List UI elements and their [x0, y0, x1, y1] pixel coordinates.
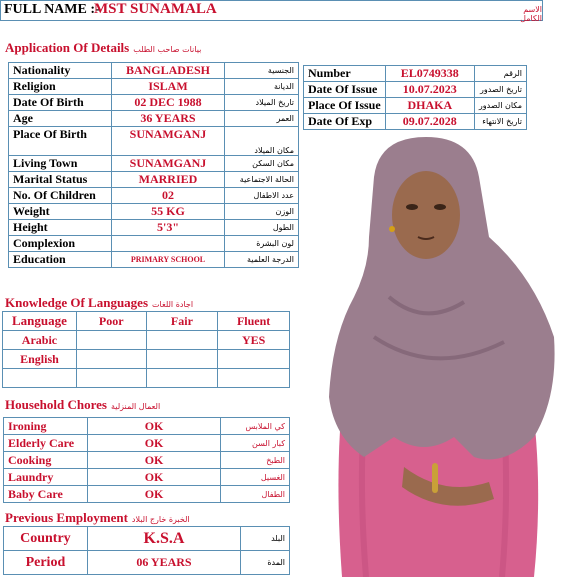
table-row — [304, 98, 527, 114]
language-fair — [146, 369, 218, 388]
language-name — [3, 369, 77, 388]
row-label: Living Town — [9, 156, 112, 172]
table-row — [9, 95, 299, 111]
application-title — [5, 40, 201, 56]
row-arabic: العمر — [225, 111, 299, 127]
row-value: K.S.A — [87, 527, 240, 551]
row-label: Education — [9, 252, 112, 268]
row-arabic: الطبخ — [221, 452, 290, 469]
table-row — [3, 350, 290, 369]
application-table — [8, 62, 299, 268]
row-label: Complexion — [9, 236, 112, 252]
table-row — [304, 82, 527, 98]
row-arabic: الطول — [225, 220, 299, 236]
chores-title-ar: العمال المنزلية — [110, 402, 161, 411]
row-arabic: المدة — [241, 551, 290, 575]
row-label: Laundry — [4, 469, 88, 486]
table-row — [4, 469, 290, 486]
table-row — [304, 114, 527, 130]
table-header-row — [3, 312, 290, 331]
row-arabic: كي الملابس — [221, 418, 290, 435]
application-title-ar: بيانات صاحب الطلب — [133, 45, 202, 54]
row-label: No. Of Children — [9, 188, 112, 204]
table-row — [4, 551, 290, 575]
row-value: MARRIED — [111, 172, 225, 188]
table-row — [4, 527, 290, 551]
employment-title — [5, 510, 190, 526]
row-arabic: الدرجة العلمية — [225, 252, 299, 268]
full-name-value: MST SUNAMALA — [94, 1, 217, 17]
row-value: 02 DEC 1988 — [111, 95, 225, 111]
row-label: Age — [9, 111, 112, 127]
row-arabic: تاريخ الانتهاء — [474, 114, 526, 130]
table-row — [3, 331, 290, 350]
row-arabic: تاريخ الصدور — [474, 82, 526, 98]
row-value: 02 — [111, 188, 225, 204]
table-row — [9, 156, 299, 172]
row-value: 5'3" — [111, 220, 225, 236]
row-arabic: الحالة الاجتماعية — [225, 172, 299, 188]
row-arabic: مكان الميلاد — [225, 127, 299, 156]
language-header: Language — [3, 312, 77, 331]
languages-title-en: Knowledge Of Languages — [5, 295, 149, 310]
poor-header: Poor — [76, 312, 146, 331]
table-row — [4, 452, 290, 469]
row-arabic: الوزن — [225, 204, 299, 220]
table-row — [9, 220, 299, 236]
row-value: OK — [87, 435, 220, 452]
row-value — [111, 236, 225, 252]
employment-table — [3, 526, 290, 575]
row-label: Height — [9, 220, 112, 236]
passport-table — [303, 65, 527, 130]
language-fair — [146, 350, 218, 369]
row-label: Country — [4, 527, 88, 551]
row-arabic: لون البشرة — [225, 236, 299, 252]
languages-title — [5, 295, 193, 311]
row-value: SUNAMGANJ — [111, 156, 225, 172]
row-arabic: الطفال — [221, 486, 290, 503]
row-label: Ironing — [4, 418, 88, 435]
row-arabic: الجنسية — [225, 63, 299, 79]
row-label: Nationality — [9, 63, 112, 79]
row-value: 09.07.2028 — [385, 114, 474, 130]
table-row — [9, 127, 299, 156]
row-value: 36 YEARS — [111, 111, 225, 127]
row-arabic: تاريخ الميلاد — [225, 95, 299, 111]
row-label: Place Of Issue — [304, 98, 386, 114]
languages-title-ar: اجادة اللغات — [152, 300, 194, 309]
row-arabic: مكان الصدور — [474, 98, 526, 114]
row-arabic: البلد — [241, 527, 290, 551]
row-value: OK — [87, 452, 220, 469]
row-label: Period — [4, 551, 88, 575]
table-row — [4, 418, 290, 435]
row-value: PRIMARY SCHOOL — [111, 252, 225, 268]
table-row — [4, 486, 290, 503]
language-fluent — [218, 350, 290, 369]
language-fluent — [218, 369, 290, 388]
table-row — [9, 236, 299, 252]
row-label: Marital Status — [9, 172, 112, 188]
fluent-header: Fluent — [218, 312, 290, 331]
applicant-photo — [304, 137, 558, 577]
row-value: EL0749338 — [385, 66, 474, 82]
language-poor — [76, 369, 146, 388]
full-name-arabic: الاسم الكامل — [520, 5, 542, 23]
row-label: Elderly Care — [4, 435, 88, 452]
row-value: OK — [87, 469, 220, 486]
row-arabic: كبار السن — [221, 435, 290, 452]
row-label: Religion — [9, 79, 112, 95]
row-label: Date Of Exp — [304, 114, 386, 130]
full-name-label: FULL NAME :- — [4, 2, 100, 17]
applicant-photo-illustration — [304, 137, 558, 577]
table-row — [9, 111, 299, 127]
row-label: Place Of Birth — [9, 127, 112, 156]
table-row — [9, 63, 299, 79]
row-label: Cooking — [4, 452, 88, 469]
row-arabic: مكان السكن — [225, 156, 299, 172]
row-value: OK — [87, 486, 220, 503]
table-row — [3, 369, 290, 388]
row-value: DHAKA — [385, 98, 474, 114]
row-value: 10.07.2023 — [385, 82, 474, 98]
languages-table — [2, 311, 290, 388]
row-value: OK — [87, 418, 220, 435]
language-poor — [76, 350, 146, 369]
language-name: English — [3, 350, 77, 369]
fair-header: Fair — [146, 312, 218, 331]
chores-table — [3, 417, 290, 503]
row-arabic: الغسيل — [221, 469, 290, 486]
row-label: Date Of Issue — [304, 82, 386, 98]
row-arabic: الديانة — [225, 79, 299, 95]
row-value: 55 KG — [111, 204, 225, 220]
row-value: 06 YEARS — [87, 551, 240, 575]
row-value: ISLAM — [111, 79, 225, 95]
table-row — [9, 204, 299, 220]
row-arabic: عدد الاطفال — [225, 188, 299, 204]
row-value: SUNAMGANJ — [111, 127, 225, 156]
language-fair — [146, 331, 218, 350]
language-name: Arabic — [3, 331, 77, 350]
table-row — [304, 66, 527, 82]
employment-title-ar: الخبرة خارج البلاد — [131, 515, 190, 524]
language-poor — [76, 331, 146, 350]
table-row — [9, 79, 299, 95]
row-label: Date Of Birth — [9, 95, 112, 111]
row-arabic: الرقم — [474, 66, 526, 82]
application-title-en: Application Of Details — [5, 40, 130, 55]
row-label: Number — [304, 66, 386, 82]
table-row — [4, 435, 290, 452]
row-label: Weight — [9, 204, 112, 220]
language-fluent: YES — [218, 331, 290, 350]
chores-title — [5, 397, 160, 413]
employment-title-en: Previous Employment — [5, 510, 128, 525]
full-name-bar — [0, 0, 543, 21]
row-value: BANGLADESH — [111, 63, 225, 79]
table-row — [9, 172, 299, 188]
chores-title-en: Household Chores — [5, 397, 107, 412]
table-row — [9, 252, 299, 268]
table-row — [9, 188, 299, 204]
row-label: Baby Care — [4, 486, 88, 503]
